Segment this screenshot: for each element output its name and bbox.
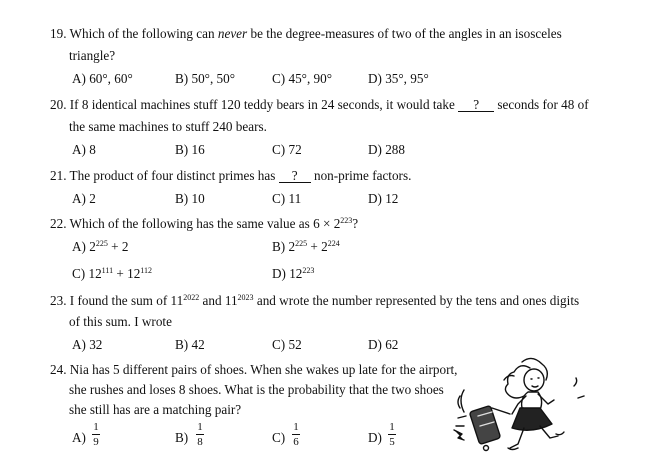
question-text: I found the sum of 11 — [69, 293, 184, 308]
option-text: C) 12 — [72, 266, 102, 281]
answer-blank: ? — [458, 98, 494, 112]
question-22 — [50, 216, 358, 232]
numerator: 1 — [389, 421, 395, 433]
option-b[interactable]: B) 42 — [175, 337, 205, 352]
exponent: 111 — [101, 266, 114, 275]
option-b[interactable]: B) 50°, 50° — [175, 71, 236, 86]
fraction-bar — [196, 434, 204, 435]
option-text: B) 2 — [272, 239, 296, 254]
question-24-line3: she still has are a matching pair? — [69, 402, 242, 417]
option-c[interactable]: C) 72 — [272, 142, 302, 157]
option-b[interactable]: B) 16 — [175, 142, 205, 157]
question-20 — [50, 97, 589, 113]
emphasis-text: never — [217, 26, 248, 41]
question-number: 21. — [50, 168, 67, 183]
question-text: and wrote the number represented by the tens and ones digits — [253, 293, 580, 308]
denominator: 5 — [389, 436, 395, 448]
question-23 — [50, 293, 579, 309]
denominator: 6 — [293, 436, 299, 448]
question-number: 22. — [50, 216, 67, 231]
question-number: 19. — [50, 26, 67, 41]
running-girl-with-suitcase-icon — [452, 356, 592, 460]
exponent: 2022 — [183, 293, 200, 302]
question-text: be the degree-measures of two of the angles in an isosceles — [247, 26, 562, 41]
option-a[interactable]: A) 60°, 60° — [72, 71, 133, 86]
option-c[interactable]: C) 11 — [272, 191, 302, 206]
fraction-bar — [388, 434, 396, 435]
question-text: Which of the following has the same value as 6 × 2 — [69, 216, 341, 231]
denominator: 8 — [197, 436, 203, 448]
option-c[interactable]: C) 52 — [272, 337, 302, 352]
option-d[interactable] — [272, 266, 314, 282]
option-c[interactable]: C) 45°, 90° — [272, 71, 333, 86]
option-b-label[interactable]: B) — [175, 430, 189, 445]
question-21 — [50, 168, 411, 184]
question-20-line2: the same machines to stuff 240 bears. — [69, 119, 267, 134]
option-c-label[interactable]: C) — [272, 430, 286, 445]
exponent: 223 — [340, 216, 353, 225]
exponent: 112 — [140, 266, 152, 275]
option-d-fraction[interactable] — [388, 421, 396, 448]
numerator: 1 — [293, 421, 299, 433]
numerator: 1 — [197, 421, 203, 433]
option-d[interactable]: D) 12 — [368, 191, 399, 206]
option-text: + 2 — [107, 239, 129, 254]
option-text: D) 12 — [272, 266, 303, 281]
option-b-fraction[interactable] — [196, 421, 204, 448]
fraction-bar — [92, 434, 100, 435]
exponent: 224 — [327, 239, 340, 248]
question-text: Which of the following can — [69, 26, 218, 41]
option-a[interactable]: A) 8 — [72, 142, 96, 157]
option-text: + 12 — [113, 266, 141, 281]
option-text: A) 2 — [72, 239, 96, 254]
question-number: 24. — [50, 362, 67, 377]
option-d[interactable]: D) 288 — [368, 142, 405, 157]
option-c-fraction[interactable] — [292, 421, 300, 448]
option-d-label[interactable]: D) — [368, 430, 382, 445]
exponent: 2023 — [237, 293, 254, 302]
option-a-fraction[interactable] — [92, 421, 100, 448]
option-text: + 2 — [307, 239, 328, 254]
question-19-line2: triangle? — [69, 48, 116, 63]
fraction-bar — [292, 434, 300, 435]
numerator: 1 — [93, 421, 99, 433]
option-d[interactable]: D) 35°, 95° — [368, 71, 429, 86]
question-text: Nia has 5 different pairs of shoes. When she wakes up late for the airport, — [69, 362, 458, 377]
question-text: and 11 — [199, 293, 238, 308]
option-b[interactable] — [272, 239, 340, 255]
option-b[interactable]: B) 10 — [175, 191, 205, 206]
question-text: The product of four distinct primes has — [69, 168, 279, 183]
option-a[interactable]: A) 32 — [72, 337, 103, 352]
option-c[interactable] — [72, 266, 152, 282]
exponent: 225 — [295, 239, 308, 248]
option-d[interactable]: D) 62 — [368, 337, 399, 352]
question-text: seconds for 48 of — [494, 97, 589, 112]
question-24 — [50, 362, 457, 378]
question-text: ? — [352, 216, 359, 231]
question-text: If 8 identical machines stuff 120 teddy bears in 24 seconds, it would take — [69, 97, 459, 112]
denominator: 9 — [93, 436, 99, 448]
exponent: 225 — [95, 239, 108, 248]
question-number: 23. — [50, 293, 67, 308]
question-number: 20. — [50, 97, 67, 112]
option-a-label[interactable]: A) — [72, 430, 86, 445]
option-a[interactable]: A) 2 — [72, 191, 96, 206]
answer-blank: ? — [279, 169, 311, 183]
question-23-line2: of this sum. I wrote — [69, 314, 172, 329]
question-24-line2: she rushes and loses 8 shoes. What is the probability that the two shoes — [69, 382, 444, 397]
option-a[interactable] — [72, 239, 128, 255]
question-19 — [50, 26, 562, 42]
exponent: 223 — [302, 266, 315, 275]
question-text: non-prime factors. — [310, 168, 412, 183]
